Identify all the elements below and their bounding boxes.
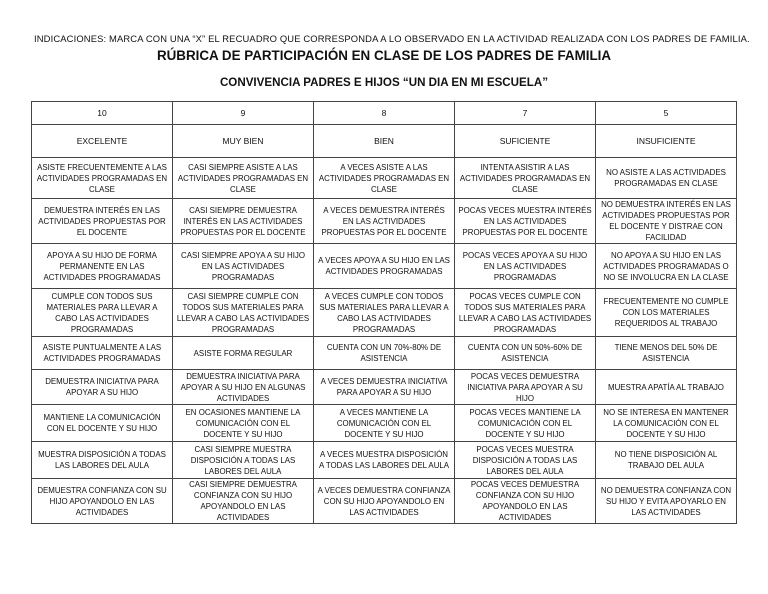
document-title: RÚBRICA DE PARTICIPACIÓN EN CLASE DE LOS PADRES DE FAMILIA xyxy=(156,48,612,63)
score-header-row xyxy=(32,102,737,125)
rubric-cell[interactable]: POCAS VECES CUMPLE CON TODOS SUS MATERIALES PARA LLEVAR A CABO LAS ACTIVIDADES PROGRAMADAS xyxy=(455,289,596,337)
level-header-row xyxy=(32,125,737,158)
rubric-cell[interactable]: CUENTA CON UN 50%-60% DE ASISTENCIA xyxy=(455,337,596,370)
rubric-cell[interactable]: A VECES DEMUESTRA CONFIANZA CON SU HIJO APOYANDOLO EN LAS ACTIVIDADES xyxy=(314,479,455,524)
rubric-cell[interactable]: A VECES CUMPLE CON TODOS SUS MATERIALES PARA LLEVAR A CABO LAS ACTIVIDADES PROGRAMADAS xyxy=(314,289,455,337)
rubric-cell[interactable]: CASI SIEMPRE DEMUESTRA INTERÉS EN LAS ACTIVIDADES PROPUESTAS POR EL DOCENTE xyxy=(173,199,314,244)
rubric-cell[interactable]: POCAS VECES DEMUESTRA INICIATIVA PARA APOYAR A SU HIJO xyxy=(455,370,596,405)
rubric-cell[interactable]: FRECUENTEMENTE NO CUMPLE CON LOS MATERIALES REQUERIDOS AL TRABAJO xyxy=(596,289,737,337)
rubric-cell[interactable]: CASI SIEMPRE CUMPLE CON TODOS SUS MATERIALES PARA LLEVAR A CABO LAS ACTIVIDADES PROGRAMADAS xyxy=(173,289,314,337)
rubric-cell[interactable]: DEMUESTRA CONFIANZA CON SU HIJO APOYANDOLO EN LAS ACTIVIDADES xyxy=(32,479,173,524)
rubric-cell[interactable]: TIENE MENOS DEL 50% DE ASISTENCIA xyxy=(596,337,737,370)
rubric-cell[interactable]: MUESTRA DISPOSICIÓN A TODAS LAS LABORES DEL AULA xyxy=(32,442,173,479)
rubric-cell[interactable]: APOYA A SU HIJO DE FORMA PERMANENTE EN LAS ACTIVIDADES PROGRAMADAS xyxy=(32,244,173,289)
score-cell: 7 xyxy=(455,102,596,125)
criterion-row xyxy=(32,289,737,337)
rubric-table xyxy=(31,101,737,524)
score-cell: 10 xyxy=(32,102,173,125)
rubric-cell[interactable]: ASISTE FORMA REGULAR xyxy=(173,337,314,370)
rubric-cell[interactable]: ASISTE PUNTUALMENTE A LAS ACTIVIDADES PROGRAMADAS xyxy=(32,337,173,370)
criterion-row xyxy=(32,199,737,244)
rubric-cell[interactable]: EN OCASIONES MANTIENE LA COMUNICACIÓN CON EL DOCENTE Y SU HIJO xyxy=(173,405,314,442)
rubric-cell[interactable]: A VECES DEMUESTRA INTERÉS EN LAS ACTIVIDADES PROPUESTAS POR EL DOCENTE xyxy=(314,199,455,244)
rubric-cell[interactable]: MUESTRA APATÍA AL TRABAJO xyxy=(596,370,737,405)
rubric-cell[interactable]: NO SE INTERESA EN MANTENER LA COMUNICACIÓN CON EL DOCENTE Y SU HIJO xyxy=(596,405,737,442)
rubric-cell[interactable]: POCAS VECES APOYA A SU HIJO EN LAS ACTIVIDADES PROGRAMADAS xyxy=(455,244,596,289)
criterion-row xyxy=(32,337,737,370)
level-cell: INSUFICIENTE xyxy=(596,125,737,158)
rubric-cell[interactable]: POCAS VECES DEMUESTRA CONFIANZA CON SU HIJO APOYANDOLO EN LAS ACTIVIDADES xyxy=(455,479,596,524)
criterion-row xyxy=(32,442,737,479)
rubric-cell[interactable]: NO APOYA A SU HIJO EN LAS ACTIVIDADES PROGRAMADAS O NO SE INVOLUCRA EN LA CLASE xyxy=(596,244,737,289)
criterion-row xyxy=(32,479,737,524)
score-cell: 8 xyxy=(314,102,455,125)
rubric-cell[interactable]: MANTIENE LA COMUNICACIÓN CON EL DOCENTE Y SU HIJO xyxy=(32,405,173,442)
rubric-cell[interactable]: DEMUESTRA INICIATIVA PARA APOYAR A SU HIJO EN ALGUNAS ACTIVIDADES xyxy=(173,370,314,405)
score-cell: 5 xyxy=(596,102,737,125)
rubric-cell[interactable]: POCAS VECES MUESTRA INTERÉS EN LAS ACTIVIDADES PROPUESTAS POR EL DOCENTE xyxy=(455,199,596,244)
level-cell: BIEN xyxy=(314,125,455,158)
rubric-cell[interactable]: DEMUESTRA INTERÉS EN LAS ACTIVIDADES PROPUESTAS POR EL DOCENTE xyxy=(32,199,173,244)
criterion-row xyxy=(32,370,737,405)
criterion-row xyxy=(32,405,737,442)
rubric-cell[interactable]: ASISTE FRECUENTEMENTE A LAS ACTIVIDADES PROGRAMADAS EN CLASE xyxy=(32,158,173,199)
rubric-cell[interactable]: A VECES ASISTE A LAS ACTIVIDADES PROGRAMADAS EN CLASE xyxy=(314,158,455,199)
rubric-cell[interactable]: CUMPLE CON TODOS SUS MATERIALES PARA LLEVAR A CABO LAS ACTIVIDADES PROGRAMADAS xyxy=(32,289,173,337)
rubric-cell[interactable]: NO TIENE DISPOSICIÓN AL TRABAJO DEL AULA xyxy=(596,442,737,479)
rubric-cell[interactable]: CASI SIEMPRE ASISTE A LAS ACTIVIDADES PROGRAMADAS EN CLASE xyxy=(173,158,314,199)
score-cell: 9 xyxy=(173,102,314,125)
level-cell: MUY BIEN xyxy=(173,125,314,158)
criterion-row xyxy=(32,158,737,199)
rubric-cell[interactable]: A VECES DEMUESTRA INICIATIVA PARA APOYAR A SU HIJO xyxy=(314,370,455,405)
rubric-cell[interactable]: A VECES MUESTRA DISPOSICIÓN A TODAS LAS LABORES DEL AULA xyxy=(314,442,455,479)
rubric-cell[interactable]: NO DEMUESTRA CONFIANZA CON SU HIJO Y EVITA APOYARLO EN LAS ACTIVIDADES xyxy=(596,479,737,524)
rubric-cell[interactable]: POCAS VECES MUESTRA DISPOSICIÓN A TODAS LAS LABORES DEL AULA xyxy=(455,442,596,479)
rubric-cell[interactable]: CUENTA CON UN 70%-80% DE ASISTENCIA xyxy=(314,337,455,370)
instructions-text: INDICACIONES: MARCA CON UNA “X” EL RECUADRO QUE CORRESPONDA A LO OBSERVADO EN LA ACTIVIDAD REALIZADA CON LOS PADRES DE FAMILIA. xyxy=(34,33,750,44)
rubric-cell[interactable]: NO ASISTE A LAS ACTIVIDADES PROGRAMADAS EN CLASE xyxy=(596,158,737,199)
rubric-cell[interactable]: DEMUESTRA INICIATIVA PARA APOYAR A SU HIJO xyxy=(32,370,173,405)
rubric-cell[interactable]: A VECES APOYA A SU HIJO EN LAS ACTIVIDADES PROGRAMADAS xyxy=(314,244,455,289)
level-cell: SUFICIENTE xyxy=(455,125,596,158)
level-cell: EXCELENTE xyxy=(32,125,173,158)
rubric-cell[interactable]: NO DEMUESTRA INTERÉS EN LAS ACTIVIDADES PROPUESTAS POR EL DOCENTE Y DISTRAE CON FACILIDAD xyxy=(596,199,737,244)
rubric-cell[interactable]: POCAS VECES MANTIENE LA COMUNICACIÓN CON EL DOCENTE Y SU HIJO xyxy=(455,405,596,442)
document-subtitle: CONVIVENCIA PADRES E HIJOS “UN DIA EN MI ESCUELA” xyxy=(219,76,549,89)
rubric-cell[interactable]: CASI SIEMPRE MUESTRA DISPOSICIÓN A TODAS LAS LABORES DEL AULA xyxy=(173,442,314,479)
rubric-cell[interactable]: CASI SIEMPRE DEMUESTRA CONFIANZA CON SU HIJO APOYANDOLO EN LAS ACTIVIDADES xyxy=(173,479,314,524)
rubric-cell[interactable]: CASI SIEMPRE APOYA A SU HIJO EN LAS ACTIVIDADES PROGRAMADAS xyxy=(173,244,314,289)
criterion-row xyxy=(32,244,737,289)
rubric-cell[interactable]: INTENTA ASISTIR A LAS ACTIVIDADES PROGRAMADAS EN CLASE xyxy=(455,158,596,199)
rubric-cell[interactable]: A VECES MANTIENE LA COMUNICACIÓN CON EL DOCENTE Y SU HIJO xyxy=(314,405,455,442)
